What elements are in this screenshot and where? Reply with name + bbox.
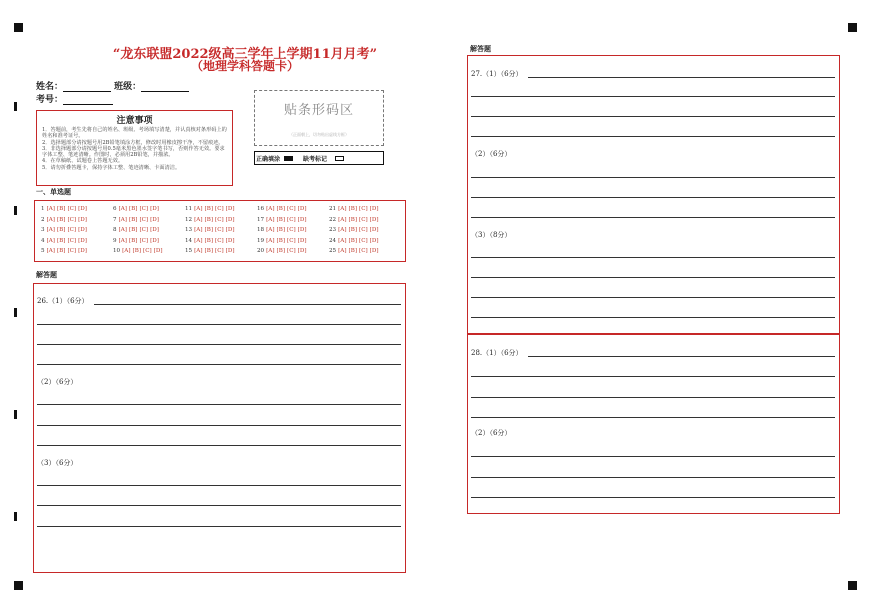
mc-question-5: [41, 248, 89, 254]
corner-mark-top-right: [848, 23, 857, 32]
notice-item: 3．非选择题部分请按题号用0.5毫米黑色墨水签字笔书写，否则作答无效。要求字体工整、笔迹清晰。作图时，必须用2B铅笔，并描浓。: [42, 145, 225, 159]
mc-option-bubble[interactable]: [A]: [266, 248, 275, 254]
mc-option-bubble[interactable]: [D]: [150, 206, 159, 212]
mc-option-bubble[interactable]: [C]: [215, 216, 224, 223]
mc-question-number: 20: [257, 248, 265, 254]
mc-option-bubble[interactable]: [B]: [128, 206, 138, 212]
mc-question-number: 6: [113, 206, 117, 212]
mc-option-bubble[interactable]: [B]: [56, 248, 66, 254]
mc-question-number: 22: [329, 216, 337, 223]
corner-mark-bottom-left: [14, 581, 23, 590]
mc-question-number: 21: [329, 206, 337, 212]
q26-part1-score: （1）（6分）: [48, 297, 89, 305]
timing-mark: [14, 410, 17, 419]
name-field[interactable]: [36, 79, 189, 92]
exam-no-field[interactable]: [36, 92, 113, 105]
answer-line[interactable]: [471, 197, 835, 198]
mc-question-number: 23: [329, 227, 337, 233]
mc-option-bubble[interactable]: [D]: [225, 227, 235, 233]
mc-option-bubble[interactable]: [D]: [369, 216, 379, 223]
sheet-title: “龙东联盟2022级高三学年上学期11月月考”: [112, 47, 378, 62]
q27-part1-label: [471, 69, 523, 79]
mc-option-bubble[interactable]: [C]: [359, 216, 368, 223]
mc-option-bubble[interactable]: [A]: [266, 206, 275, 212]
mc-question-number: 8: [113, 227, 117, 233]
mc-grid: [34, 200, 406, 262]
notice-box: [36, 110, 233, 186]
mc-option-bubble[interactable]: [D]: [369, 237, 379, 244]
class-label: 班级：: [114, 82, 142, 92]
mc-option-bubble[interactable]: [C]: [359, 248, 368, 254]
mc-option-bubble[interactable]: [D]: [225, 237, 235, 244]
mc-option-bubble[interactable]: [B]: [204, 237, 214, 244]
mc-option-bubble[interactable]: [C]: [67, 206, 77, 212]
answer-section-label: 解答题: [36, 270, 57, 279]
mc-question-11: [185, 206, 237, 212]
mc-option-bubble[interactable]: [D]: [150, 237, 159, 244]
mc-option-bubble[interactable]: [A]: [46, 248, 55, 254]
mc-option-bubble[interactable]: [C]: [139, 206, 149, 212]
mc-option-bubble[interactable]: [D]: [297, 237, 307, 244]
mc-option-bubble[interactable]: [B]: [348, 206, 358, 212]
mc-option-bubble[interactable]: [B]: [56, 237, 66, 244]
mc-question-2: [41, 217, 89, 223]
mc-question-number: 24: [329, 237, 337, 244]
mc-question-24: [329, 238, 381, 244]
mc-option-bubble[interactable]: [C]: [67, 227, 77, 233]
mc-option-bubble[interactable]: [D]: [78, 227, 87, 233]
mc-option-bubble[interactable]: [B]: [56, 227, 66, 233]
mc-question-15: [185, 248, 237, 254]
answer-line[interactable]: [528, 77, 835, 78]
mc-option-bubble[interactable]: [A]: [194, 227, 203, 233]
mc-question-number: 1: [41, 206, 45, 212]
mc-option-bubble[interactable]: [D]: [225, 248, 235, 254]
q27-part1-score: （1）（6分）: [482, 70, 523, 78]
answer-line[interactable]: [471, 397, 835, 398]
mc-option-bubble[interactable]: [D]: [225, 216, 235, 223]
q28-part2-label: （2）（6分）: [471, 429, 512, 437]
mc-option-bubble[interactable]: [A]: [266, 216, 275, 223]
mc-option-bubble[interactable]: [A]: [118, 227, 127, 233]
answer-line[interactable]: [471, 96, 835, 97]
q27-number: 27.: [471, 70, 483, 78]
corner-mark-bottom-right: [848, 581, 857, 590]
mc-question-number: 5: [41, 248, 45, 254]
mc-question-number: 7: [113, 216, 117, 223]
mc-question-number: 15: [185, 248, 193, 254]
mc-option-bubble[interactable]: [D]: [78, 248, 87, 254]
mc-option-bubble[interactable]: [B]: [276, 237, 286, 244]
mc-question-18: [257, 227, 309, 233]
mc-option-bubble[interactable]: [A]: [194, 248, 203, 254]
answer-line[interactable]: [471, 136, 835, 137]
answer-line[interactable]: [471, 417, 835, 418]
mc-option-bubble[interactable]: [A]: [118, 206, 127, 212]
mc-option-bubble[interactable]: [D]: [369, 227, 379, 233]
answer-line[interactable]: [37, 404, 401, 405]
timing-mark: [14, 308, 17, 317]
q26-number: 26.: [37, 297, 49, 305]
mc-question-6: [113, 206, 161, 212]
mc-question-number: 11: [185, 206, 193, 212]
q26-part1-label: [37, 296, 89, 306]
barcode-area: [254, 90, 384, 146]
mc-option-bubble[interactable]: [C]: [215, 237, 224, 244]
q28-part1-score: （1）（6分）: [482, 349, 523, 357]
mc-option-bubble[interactable]: [A]: [118, 237, 127, 244]
mc-option-bubble[interactable]: [A]: [338, 237, 347, 244]
q26-part2-label: （2）（6分）: [37, 378, 78, 386]
mc-option-bubble[interactable]: [C]: [287, 248, 296, 254]
answer-line[interactable]: [37, 485, 401, 486]
mc-question-22: [329, 217, 381, 223]
answer-line[interactable]: [471, 297, 835, 298]
mc-question-number: 18: [257, 227, 265, 233]
mc-question-10: [113, 248, 165, 254]
mc-option-bubble[interactable]: [D]: [297, 206, 307, 212]
mc-option-bubble[interactable]: [C]: [287, 237, 296, 244]
mc-option-bubble[interactable]: [C]: [215, 206, 224, 212]
answer-box-q26[interactable]: [33, 283, 406, 573]
exam-no-label: 考号：: [36, 95, 64, 105]
answer-line[interactable]: [471, 277, 835, 278]
timing-mark: [14, 102, 17, 111]
mc-question-number: 4: [41, 237, 45, 244]
mc-option-bubble[interactable]: [D]: [297, 227, 307, 233]
q27-part3-label: （3）（8分）: [471, 231, 512, 239]
mc-question-number: 16: [257, 206, 265, 212]
mc-question-1: [41, 206, 89, 212]
answer-line[interactable]: [471, 477, 835, 478]
answer-line[interactable]: [37, 364, 401, 365]
mc-option-bubble[interactable]: [D]: [369, 206, 379, 212]
barcode-note: （正面朝上，切勿贴出虚线方框）: [289, 132, 349, 137]
sheet-subtitle: （地理学科答题卡）: [190, 59, 299, 73]
answer-line[interactable]: [37, 526, 401, 527]
mc-question-7: [113, 217, 161, 223]
mc-question-20: [257, 248, 309, 254]
answer-box-q28[interactable]: [467, 334, 840, 514]
mc-question-number: 3: [41, 227, 45, 233]
q27-part2-label: （2）（6分）: [471, 150, 512, 158]
mc-option-bubble[interactable]: [A]: [266, 237, 275, 244]
q26-part3-label: （3）（6分）: [37, 459, 78, 467]
mc-option-bubble[interactable]: [D]: [297, 248, 307, 254]
corner-mark-top-left: [14, 23, 23, 32]
correct-fill-label: 正确填涂: [256, 155, 281, 163]
mc-question-25: [329, 248, 381, 254]
mc-option-bubble[interactable]: [C]: [143, 248, 152, 254]
mc-option-bubble[interactable]: [D]: [297, 216, 307, 223]
mc-option-bubble[interactable]: [D]: [369, 248, 379, 254]
notice-item: 5．请勿折叠答题卡，保持字体工整、笔迹清晰、卡面清洁。: [42, 164, 181, 171]
mc-option-bubble[interactable]: [C]: [67, 216, 77, 223]
mc-option-bubble[interactable]: [A]: [46, 227, 55, 233]
mc-option-bubble[interactable]: [C]: [139, 227, 149, 233]
mc-option-bubble[interactable]: [B]: [276, 216, 286, 223]
mc-option-bubble[interactable]: [D]: [150, 227, 159, 233]
timing-mark: [14, 206, 17, 215]
mc-option-bubble[interactable]: [A]: [266, 227, 275, 233]
answer-line[interactable]: [471, 456, 835, 457]
mc-option-bubble[interactable]: [D]: [153, 248, 163, 254]
mc-option-bubble[interactable]: [A]: [194, 216, 203, 223]
mc-question-3: [41, 227, 89, 233]
answer-line[interactable]: [471, 257, 835, 258]
mc-option-bubble[interactable]: [B]: [128, 216, 138, 223]
class-line[interactable]: [141, 91, 189, 92]
mc-option-bubble[interactable]: [C]: [139, 237, 149, 244]
exam-no-line[interactable]: [63, 104, 113, 105]
mc-option-bubble[interactable]: [C]: [67, 248, 77, 254]
mc-question-23: [329, 227, 381, 233]
mc-question-16: [257, 206, 309, 212]
answer-line[interactable]: [528, 356, 835, 357]
q28-part1-label: [471, 348, 523, 358]
mc-question-number: 19: [257, 237, 265, 244]
mc-option-bubble[interactable]: [C]: [287, 206, 296, 212]
notice-item: 4．在草稿纸、试题卷上答题无效。: [42, 158, 124, 165]
mc-question-number: 10: [113, 248, 121, 254]
absent-mark-label: 缺考标记: [303, 155, 328, 163]
mc-option-bubble[interactable]: [A]: [46, 216, 55, 223]
answer-line[interactable]: [37, 505, 401, 506]
mc-question-4: [41, 238, 89, 244]
mc-option-bubble[interactable]: [A]: [338, 248, 347, 254]
mc-question-13: [185, 227, 237, 233]
mc-option-bubble[interactable]: [B]: [128, 227, 138, 233]
mc-option-bubble[interactable]: [B]: [204, 227, 214, 233]
answer-line[interactable]: [471, 376, 835, 377]
mc-question-number: 13: [185, 227, 193, 233]
mc-question-17: [257, 217, 309, 223]
mc-option-bubble[interactable]: [B]: [276, 227, 286, 233]
answer-line[interactable]: [471, 217, 835, 218]
mc-option-bubble[interactable]: [D]: [78, 206, 87, 212]
mc-question-number: 9: [113, 237, 117, 244]
answer-line[interactable]: [94, 304, 401, 305]
answer-line[interactable]: [471, 177, 835, 178]
mc-option-bubble[interactable]: [B]: [128, 237, 138, 244]
mc-question-number: 12: [185, 216, 193, 223]
mc-question-9: [113, 238, 161, 244]
mc-option-bubble[interactable]: [A]: [46, 237, 55, 244]
answer-line[interactable]: [37, 344, 401, 345]
mc-option-bubble[interactable]: [B]: [132, 248, 142, 254]
mc-option-bubble[interactable]: [A]: [118, 216, 127, 223]
mc-question-21: [329, 206, 381, 212]
mc-question-8: [113, 227, 161, 233]
mc-question-number: 14: [185, 237, 193, 244]
mc-option-bubble[interactable]: [A]: [338, 227, 347, 233]
mc-option-bubble[interactable]: [A]: [194, 237, 203, 244]
mc-option-bubble[interactable]: [D]: [78, 237, 87, 244]
mc-option-bubble[interactable]: [B]: [276, 248, 286, 254]
mc-option-bubble[interactable]: [C]: [215, 227, 224, 233]
answer-section-label-right: 解答题: [470, 44, 491, 53]
mc-option-bubble[interactable]: [B]: [204, 248, 214, 254]
mc-option-bubble[interactable]: [A]: [46, 206, 55, 212]
timing-mark: [14, 512, 17, 521]
mc-option-bubble[interactable]: [B]: [204, 216, 214, 223]
notice-item: 2．选择题部分请按题号用2B铅笔填涂方框，修改时用橡皮擦干净，不留痕迹。: [42, 139, 224, 146]
mc-option-bubble[interactable]: [C]: [287, 216, 296, 223]
mc-option-bubble[interactable]: [C]: [359, 227, 368, 233]
mc-option-bubble[interactable]: [C]: [215, 248, 224, 254]
mc-option-bubble[interactable]: [C]: [359, 237, 368, 244]
mc-option-bubble[interactable]: [A]: [194, 206, 203, 212]
answer-box-q27[interactable]: [467, 55, 840, 334]
mc-option-bubble[interactable]: [D]: [225, 206, 235, 212]
mc-option-bubble[interactable]: [C]: [139, 216, 149, 223]
answer-line[interactable]: [471, 317, 835, 318]
mc-option-bubble[interactable]: [D]: [150, 216, 159, 223]
mc-section-label: 一、单选题: [36, 187, 71, 196]
mc-option-bubble[interactable]: [B]: [276, 206, 286, 212]
fill-mark-box: [254, 151, 384, 165]
mc-option-bubble[interactable]: [B]: [56, 216, 66, 223]
correct-fill-sample: [284, 156, 293, 161]
answer-line[interactable]: [471, 116, 835, 117]
mc-question-number: 25: [329, 248, 337, 254]
barcode-label: 贴条形码区: [283, 103, 354, 118]
answer-line[interactable]: [37, 425, 401, 426]
answer-line[interactable]: [37, 445, 401, 446]
absent-mark-checkbox[interactable]: [335, 156, 344, 161]
mc-option-bubble[interactable]: [A]: [122, 248, 131, 254]
mc-option-bubble[interactable]: [A]: [338, 216, 347, 223]
q28-number: 28.: [471, 349, 483, 357]
mc-option-bubble[interactable]: [A]: [338, 206, 347, 212]
notice-item: 1．答题前，考生先将自己的姓名、班级、考场填写清楚，并认真核对条形码上的姓名和准考证号。: [42, 127, 227, 140]
mc-option-bubble[interactable]: [B]: [348, 248, 358, 254]
mc-question-number: 17: [257, 216, 265, 223]
mc-option-bubble[interactable]: [B]: [348, 227, 358, 233]
mc-option-bubble[interactable]: [B]: [56, 206, 66, 212]
name-label: 姓名：: [36, 82, 64, 92]
mc-option-bubble[interactable]: [C]: [359, 206, 368, 212]
mc-question-12: [185, 217, 237, 223]
answer-line[interactable]: [37, 324, 401, 325]
mc-question-19: [257, 238, 309, 244]
mc-option-bubble[interactable]: [C]: [287, 227, 296, 233]
notice-title: 注意事项: [116, 116, 153, 126]
mc-option-bubble[interactable]: [D]: [78, 216, 87, 223]
mc-option-bubble[interactable]: [C]: [67, 237, 77, 244]
mc-question-number: 2: [41, 216, 45, 223]
mc-option-bubble[interactable]: [B]: [348, 237, 358, 244]
answer-line[interactable]: [471, 497, 835, 498]
mc-question-14: [185, 238, 237, 244]
mc-option-bubble[interactable]: [B]: [348, 216, 358, 223]
mc-option-bubble[interactable]: [B]: [204, 206, 214, 212]
